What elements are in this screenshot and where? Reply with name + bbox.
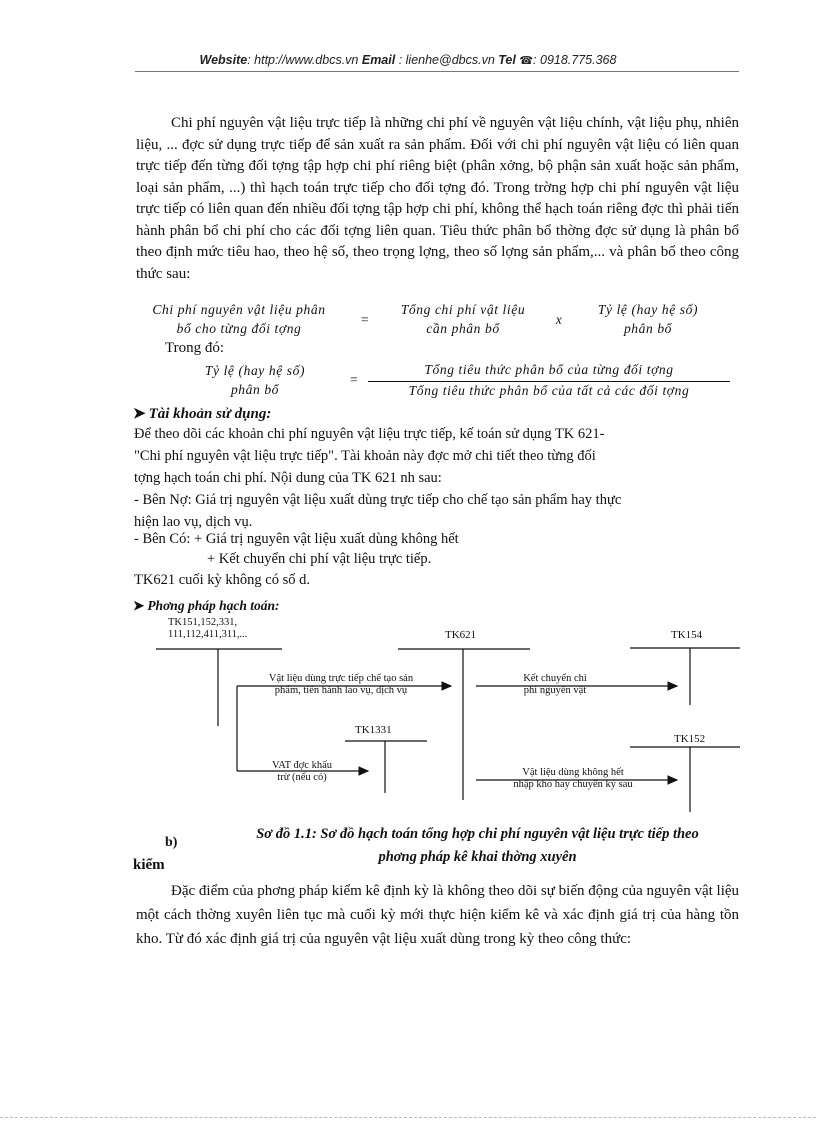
flow2-line1: Kết chuyển chi bbox=[523, 673, 587, 684]
tel-label: Tel bbox=[498, 53, 516, 67]
method-heading-text: Phơng pháp hạch toán: bbox=[147, 598, 280, 613]
formula2-lhs-line1: Tỷ lệ (hay hệ số) bbox=[204, 363, 306, 378]
footer-rule bbox=[0, 1117, 816, 1118]
website-label: Website bbox=[199, 53, 248, 67]
tk-source-line2: 111,112,411,311,... bbox=[168, 629, 248, 640]
tk152-label: TK152 bbox=[674, 733, 706, 745]
debit-line2: hiện lao vụ, dịch vụ. bbox=[134, 514, 253, 530]
arrow-bullet-icon: ➤ bbox=[133, 406, 146, 422]
flow3-line1: VAT đợc khấu bbox=[272, 760, 332, 771]
formula1-op: x bbox=[555, 312, 563, 327]
flow3-label bbox=[252, 760, 352, 784]
formula1-rhs-line2: phân bổ bbox=[623, 321, 673, 336]
account-heading-text: Tài khoản sử dụng: bbox=[148, 406, 272, 422]
email-label: Email bbox=[361, 53, 396, 67]
flow2-label bbox=[500, 673, 610, 697]
formula1-mid-line1: Tổng chi phí vật liệu bbox=[400, 302, 526, 317]
tk-source-line1: TK151,152,331, bbox=[168, 617, 238, 628]
flow4-label bbox=[488, 767, 658, 791]
flow1-line1: Vật liệu dùng trực tiếp chế tạo sản bbox=[268, 673, 414, 684]
flow4-line2: nhập kho hay chuyển kỳ sau bbox=[513, 779, 633, 790]
formula1-eq: = bbox=[360, 312, 370, 327]
flow1-line2: phẩm, tiến hành lao vụ, dịch vụ bbox=[274, 685, 408, 696]
caption-line1: Sơ đồ 1.1: Sơ đồ hạch toán tổng hợp chi phí nguyên vật liệu trực tiếp theo bbox=[256, 826, 699, 842]
formula1-rhs-line1: Tỷ lệ (hay hệ số) bbox=[597, 302, 699, 317]
caption-marker: b) bbox=[165, 835, 178, 850]
arrow-bullet-icon: ➤ bbox=[133, 598, 145, 613]
credit-line2: + Kết chuyển chi phí vật liệu trực tiếp. bbox=[207, 551, 432, 567]
caption-line2: phơng pháp kê khai thờng xuyên bbox=[378, 849, 577, 865]
tk1331-label: TK1331 bbox=[355, 724, 392, 736]
tel-value: : 0918.775.368 bbox=[533, 53, 617, 67]
account-line2: "Chi phí nguyên vật liệu trực tiếp". Tài khoản này đợc mở chi tiết theo từng đối bbox=[134, 448, 596, 464]
tk154-label: TK154 bbox=[671, 629, 703, 641]
caption-side-word: kiểm bbox=[133, 857, 165, 873]
phone-icon: ☎ bbox=[519, 55, 534, 67]
formula2-numerator: Tổng tiêu thức phân bổ của từng đối tợng bbox=[424, 362, 674, 377]
website-value[interactable]: : http://www.dbcs.vn bbox=[247, 53, 362, 67]
flow1-label bbox=[236, 673, 446, 697]
account-line1: Để theo dõi các khoản chi phí nguyên vật liệu trực tiếp, kế toán sử dụng TK 621- bbox=[134, 426, 605, 442]
formula1-lhs-line2: bổ cho từng đối tợng bbox=[176, 321, 302, 336]
formula2-denominator: Tổng tiêu thức phân bổ của tất cả các đối tợng bbox=[408, 383, 690, 398]
balance-line: TK621 cuối kỳ không có số d. bbox=[134, 572, 310, 588]
formula1-lhs-line1: Chi phí nguyên vật liệu phân bbox=[152, 302, 326, 317]
formula2-eq: = bbox=[349, 372, 359, 387]
closing-paragraph: Đặc điểm của phơng pháp kiểm kê định kỳ là không theo dõi sự biến động của nguyên vật liệu một cách thờng xuyên liên tục mà cuối kỳ mới thực hiện kiểm kê và xác định giá trị của hàng tồn kho. Từ đó xác định giá trị của nguyên vật liệu xuất dùng trong kỳ theo công thức: bbox=[136, 883, 740, 947]
credit-line1: - Bên Có: + Giá trị nguyên vật liệu xuất dùng không hết bbox=[134, 531, 459, 547]
email-value[interactable]: : lienhe@dbcs.vn bbox=[395, 53, 499, 67]
tk-source-label bbox=[168, 617, 247, 641]
debit-line1: - Bên Nợ: Giá trị nguyên vật liệu xuất dùng trực tiếp cho chế tạo sản phẩm hay thực bbox=[134, 492, 622, 508]
formula2-lhs-line2: phân bổ bbox=[230, 382, 280, 397]
tk621-label: TK621 bbox=[445, 629, 477, 641]
account-line3: tợng hạch toán chi phí. Nội dung của TK 621 nh sau: bbox=[134, 470, 442, 486]
flow3-line2: trừ (nếu có) bbox=[277, 772, 327, 783]
intro-paragraph: Chi phí nguyên vật liệu trực tiếp là những chi phí về nguyên vật liệu chính, vật liệu phụ, nhiên liệu, ... đợc sử dụng trực tiếp để sản xuất ra sản phẩm. Đối với chi phí nguyên vật liệu có liên quan trực tiếp đến từng đối tợng tập hợp chi phí riêng biệt (phân xởng, bộ phận sản xuất hoặc sản phẩm, loại sản phẩm, ...) thì hạch toán trực tiếp cho đối tợng đó. Trong trờng hợp chi phí nguyên vật liệu trực tiếp có liên quan đến nhiều đối tợng tập hợp chi phí, không thể hạch toán riêng đợc thì phải tiến hành phân bổ chi phí cho các đối tợng liên quan. Tiêu thức phân bổ thờng đợc sử dụng là phân bổ theo định mức tiêu hao, theo hệ số, theo trọng lợng, theo số lợng sản phẩm,... và phân bổ theo công thức sau: bbox=[136, 115, 739, 282]
formula1-mid-line2: cần phân bổ bbox=[426, 321, 500, 336]
trong-do-label: Trong đó: bbox=[165, 340, 225, 356]
flow2-line2: phí nguyên vật bbox=[523, 685, 587, 696]
flow4-line1: Vật liệu dùng không hết bbox=[522, 767, 624, 778]
